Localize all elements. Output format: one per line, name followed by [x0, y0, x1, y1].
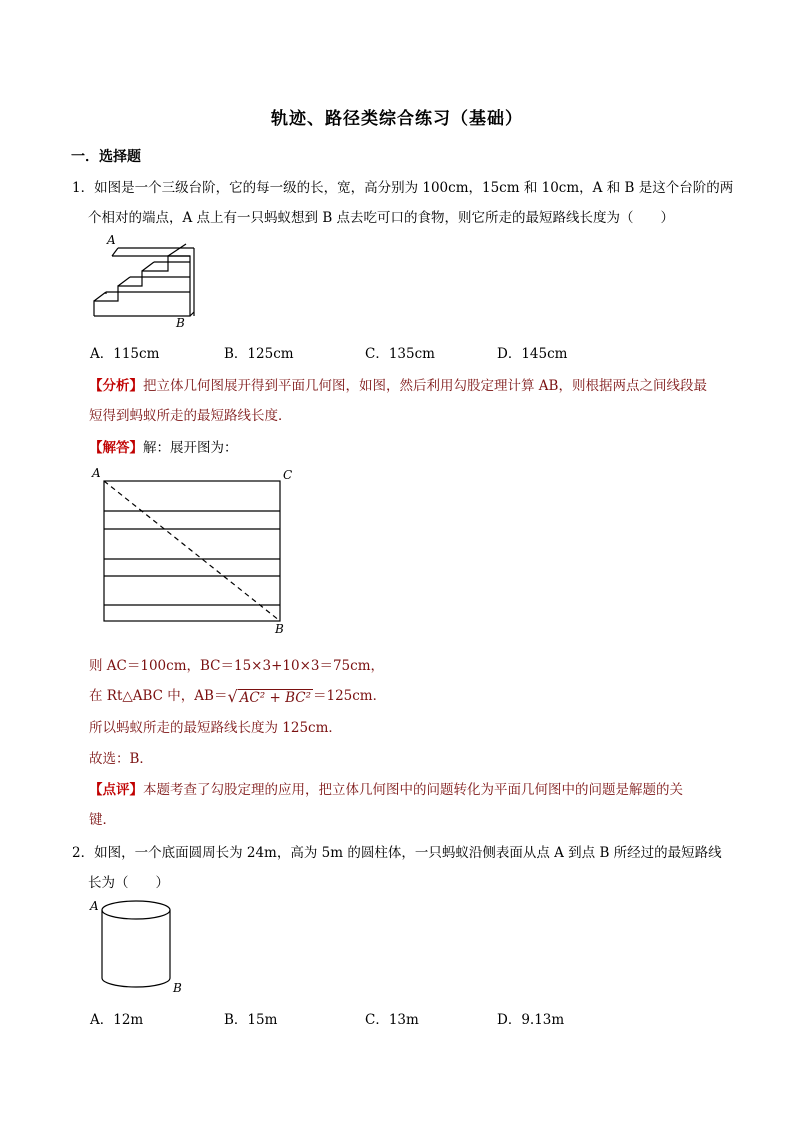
- cylinder-label-b: B: [173, 981, 182, 995]
- q2-stem-line2: 长为（ ）: [88, 875, 169, 891]
- analysis-tag: 【分析】: [89, 378, 143, 394]
- section-heading: 一．选择题: [71, 149, 141, 165]
- q1-review-line1: [89, 778, 683, 798]
- net-label-b: B: [275, 622, 284, 636]
- q1-calc-line2: [89, 684, 386, 706]
- q1-answer-intro: [89, 436, 238, 456]
- q1-option-a: A．115cm: [90, 346, 160, 362]
- q2-option-c: C．13m: [365, 1012, 419, 1028]
- q2-stem-line1: 2．如图，一个底面圆周长为 24m，高为 5m 的圆柱体，一只蚂蚁沿侧表面从点 A 到点 B 所经过的最短路线: [72, 845, 722, 861]
- review-text-1: 本题考查了勾股定理的应用，把立体几何图中的问题转化为平面几何图中的问题是解题的关: [143, 782, 683, 798]
- cylinder-figure: [88, 896, 188, 996]
- analysis-text-1: 把立体几何图展开得到平面几何图，如图，然后利用勾股定理计算 AB，则根据两点之间线段最: [143, 378, 707, 394]
- q1-calc-line1: 则 AC＝100cm，BC＝15×3+10×3＝75cm，: [89, 658, 385, 674]
- review-tag: 【点评】: [89, 782, 143, 798]
- q1-option-d: D．145cm: [497, 346, 568, 362]
- q1-analysis-line1: [89, 374, 707, 394]
- calc2-prefix: 在 Rt△ABC 中，AB＝: [89, 688, 228, 704]
- q1-review-line2: 键．: [89, 812, 116, 828]
- staircase-figure: [90, 234, 210, 329]
- q2-option-a: A．12m: [90, 1012, 144, 1028]
- answer-intro-text: 解：展开图为：: [143, 440, 238, 456]
- q1-calc-line3: 所以蚂蚁所走的最短路线长度为 125cm．: [89, 720, 342, 736]
- sqrt-body: AC² + BC²: [239, 690, 311, 706]
- q1-option-c: C．135cm: [365, 346, 435, 362]
- q1-analysis-line2: 短得到蚂蚁所走的最短路线长度．: [89, 408, 292, 424]
- net-label-c: C: [283, 468, 293, 482]
- unfolded-net-figure: [90, 465, 293, 636]
- staircase-label-b: B: [176, 316, 185, 330]
- sqrt-expression: √ AC² + BC²: [227, 687, 311, 706]
- q2-option-b: B．15m: [224, 1012, 278, 1028]
- q1-option-b: B．125cm: [224, 346, 294, 362]
- answer-tag: 【解答】: [89, 440, 143, 456]
- q1-stem-line1: 1．如图是一个三级台阶，它的每一级的长，宽，高分别为 100cm，15cm 和 10cm，A 和 B 是这个台阶的两: [72, 180, 734, 196]
- net-label-a: A: [92, 466, 101, 480]
- page-title: 轨迹、路径类综合练习（基础）: [271, 109, 523, 129]
- cylinder-label-a: A: [90, 899, 99, 913]
- staircase-label-a: A: [107, 233, 116, 247]
- q1-stem-line2: 个相对的端点，A 点上有一只蚂蚁想到 B 点去吃可口的食物，则它所走的最短路线长度为（ ）: [88, 210, 675, 226]
- calc2-suffix: ＝125cm．: [312, 688, 387, 704]
- q2-option-d: D．9.13m: [497, 1012, 565, 1028]
- q1-choice: 故选：B．: [89, 751, 153, 767]
